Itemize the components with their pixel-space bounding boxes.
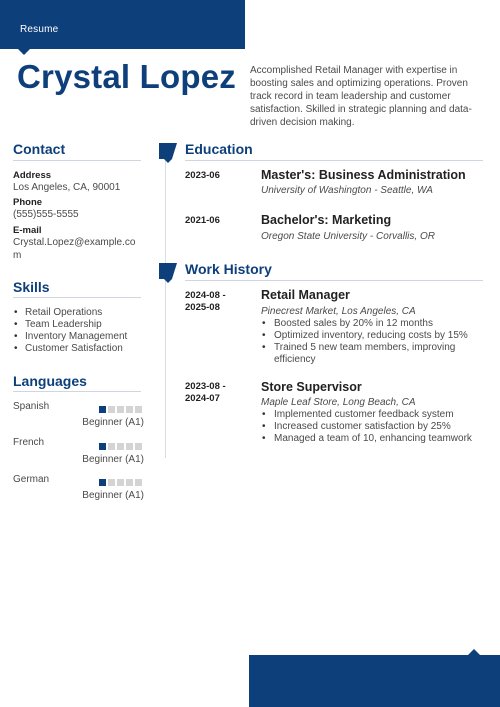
language-name-french: French	[13, 437, 45, 448]
address-value: Los Angeles, CA, 90001	[13, 182, 121, 193]
rating-segment-empty	[117, 443, 124, 450]
work-heading: Work History	[185, 261, 272, 277]
degree-title: Bachelor's: Marketing	[261, 213, 392, 227]
languages-rule	[13, 391, 141, 392]
language-level-german: Beginner (A1)	[82, 490, 144, 501]
rating-segment-empty	[135, 479, 142, 486]
job-bullet: • Implemented customer feedback system	[261, 409, 483, 421]
job-title: Store Supervisor	[261, 380, 362, 394]
skill-item: • Team Leadership	[13, 319, 127, 331]
work-date-end: 2024-07	[185, 393, 220, 404]
rating-segment-empty	[135, 443, 142, 450]
job-bullet: • Optimized inventory, reducing costs by 15%	[261, 330, 483, 342]
work-date-end: 2025-08	[185, 302, 220, 313]
banner-label: Resume	[20, 24, 59, 35]
contact-heading: Contact	[13, 141, 66, 157]
company-name: Pinecrest Market, Los Angeles, CA	[261, 306, 416, 317]
rating-segment-empty	[108, 479, 115, 486]
rating-segment-empty	[126, 479, 133, 486]
education-flag-icon	[159, 143, 177, 159]
languages-heading: Languages	[13, 373, 87, 389]
language-name-german: German	[13, 474, 50, 485]
job-bullet: • Managed a team of 10, enhancing teamwork	[261, 433, 483, 445]
job-bullets	[261, 318, 483, 366]
rating-segment-empty	[108, 443, 115, 450]
skills-rule	[13, 297, 141, 298]
job-title: Retail Manager	[261, 288, 350, 302]
education-heading: Education	[185, 141, 253, 157]
work-flag-tail	[164, 279, 172, 283]
rating-segment-empty	[135, 406, 142, 413]
rating-segment-filled	[99, 406, 106, 413]
school-name: Oregon State University - Corvallis, OR	[261, 231, 435, 242]
job-bullet: • Boosted sales by 20% in 12 months	[261, 318, 483, 330]
skill-item: • Inventory Management	[13, 331, 127, 343]
education-date: 2023-06	[185, 170, 220, 181]
education-rule	[185, 160, 483, 161]
timeline-line	[165, 158, 166, 458]
email-line-1: Crystal.Lopez@example.co	[13, 237, 136, 248]
language-rating-bar	[99, 479, 142, 486]
rating-segment-empty	[117, 479, 124, 486]
email-line-2: m	[13, 250, 22, 261]
email-value[interactable]	[13, 236, 135, 262]
contact-rule	[13, 160, 141, 161]
education-date: 2021-06	[185, 215, 220, 226]
phone-label: Phone	[13, 197, 43, 208]
rating-segment-empty	[117, 406, 124, 413]
work-date-start: 2023-08 -	[185, 381, 226, 392]
school-name: University of Washington - Seattle, WA	[261, 185, 433, 196]
candidate-name: Crystal Lopez	[17, 58, 236, 95]
language-rating-bar	[99, 406, 142, 413]
work-flag-icon	[159, 263, 177, 279]
banner-notch	[18, 49, 30, 55]
footer-block	[249, 655, 500, 707]
degree-title: Master's: Business Administration	[261, 168, 466, 182]
language-rating-bar	[99, 443, 142, 450]
skills-list	[13, 307, 127, 355]
phone-value: (555)555-5555	[13, 209, 79, 220]
work-rule	[185, 280, 483, 281]
email-label: E-mail	[13, 225, 42, 236]
job-bullets	[261, 409, 483, 445]
rating-segment-filled	[99, 479, 106, 486]
education-flag-tail	[164, 159, 172, 163]
rating-segment-empty	[126, 406, 133, 413]
rating-segment-empty	[126, 443, 133, 450]
skills-heading: Skills	[13, 279, 50, 295]
work-date	[185, 381, 226, 405]
work-date-start: 2024-08 -	[185, 290, 226, 301]
language-name-spanish: Spanish	[13, 401, 50, 412]
job-bullet: • Trained 5 new team members, improving efficiency	[261, 342, 483, 366]
job-bullet: • Increased customer satisfaction by 25%	[261, 421, 483, 433]
summary-text: Accomplished Retail Manager with expertise in boosting sales and optimizing operations. Proven track record in team leadership and customer satisfaction. Skilled in strategic planning and data-driven decision making.	[250, 65, 472, 128]
language-level-french: Beginner (A1)	[82, 454, 144, 465]
header-banner	[0, 0, 245, 49]
rating-segment-empty	[108, 406, 115, 413]
skill-item: • Customer Satisfaction	[13, 343, 127, 355]
company-name: Maple Leaf Store, Long Beach, CA	[261, 397, 416, 408]
language-level-spanish: Beginner (A1)	[82, 417, 144, 428]
rating-segment-filled	[99, 443, 106, 450]
skill-item: • Retail Operations	[13, 307, 127, 319]
work-date	[185, 290, 226, 314]
address-label: Address	[13, 170, 52, 181]
